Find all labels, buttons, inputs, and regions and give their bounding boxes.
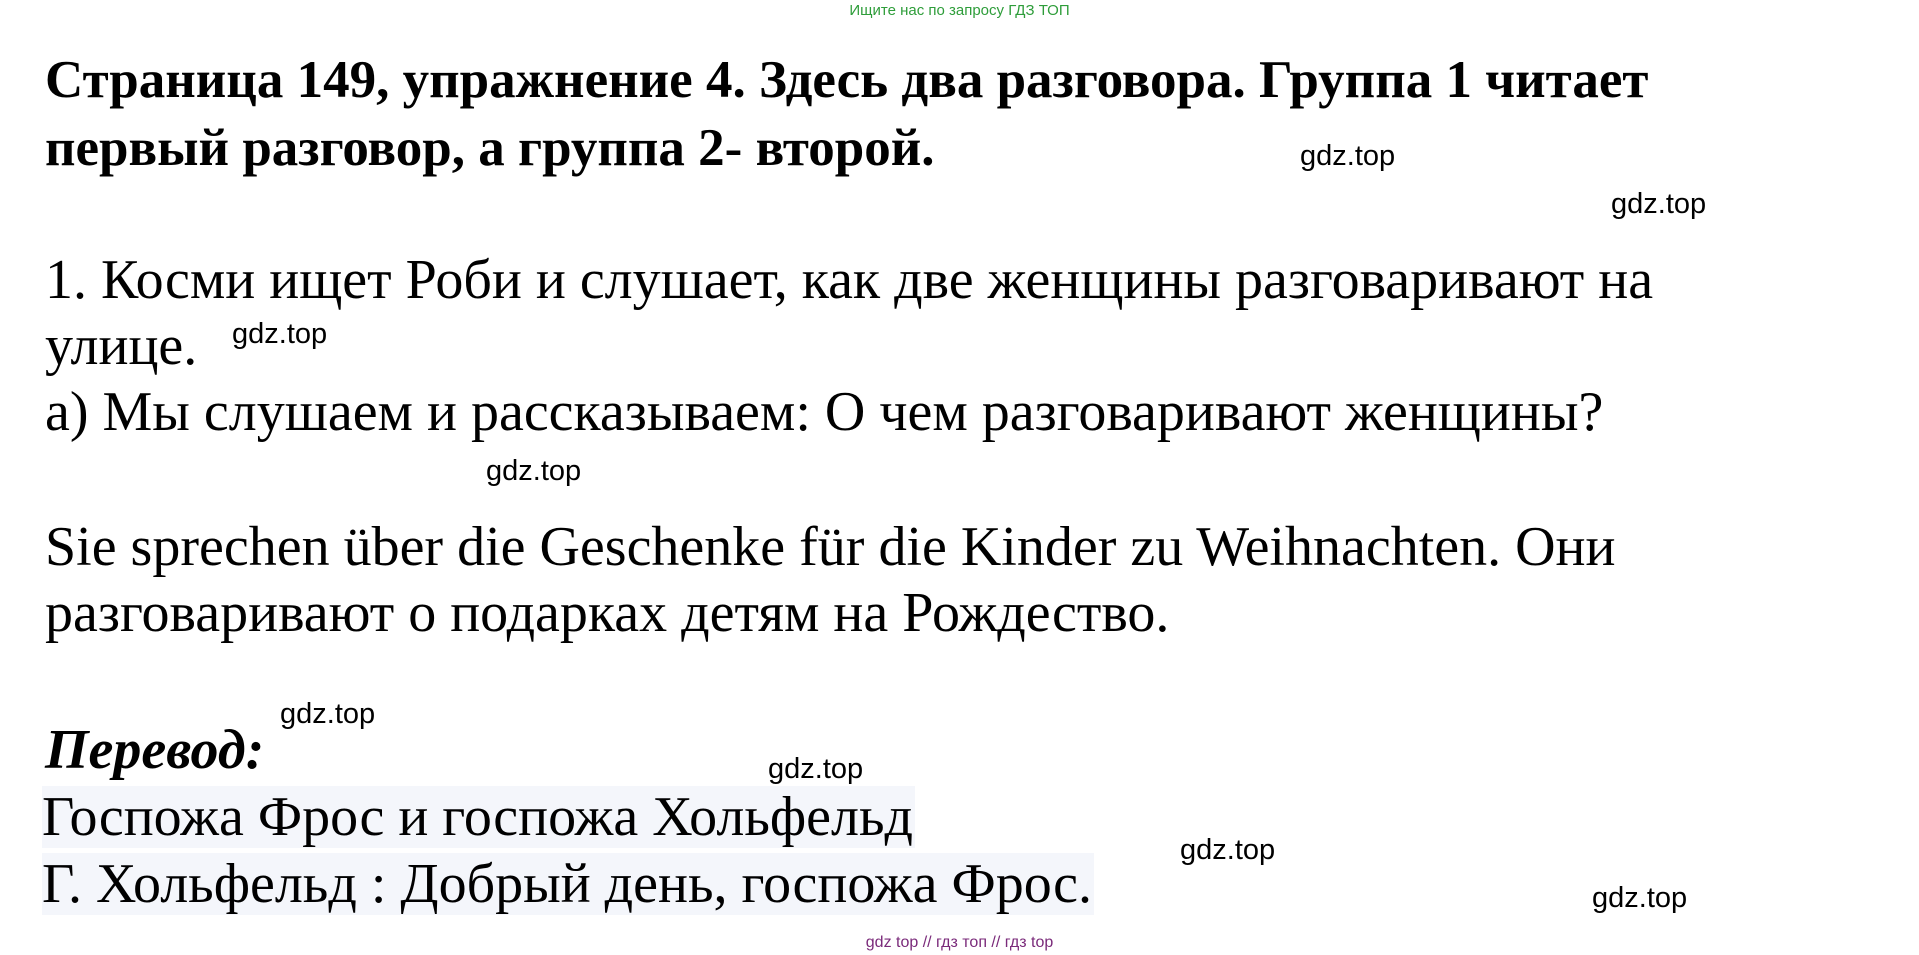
answer-line-1: Sie sprechen über die Geschenke für die Kinder zu Weihnachten. Они — [45, 516, 1616, 578]
search-hint-banner: Ищите нас по запросу ГДЗ ТОП — [849, 2, 1070, 19]
watermark: gdz.top — [280, 698, 376, 730]
watermark: gdz.top — [768, 753, 864, 785]
translation-line-2-text: Г. Хольфельд : Добрый день, госпожа Фрос. — [42, 853, 1092, 915]
task-line-1: 1. Косми ищет Роби и слушает, как две женщины разговаривают на — [45, 249, 1654, 311]
watermark: gdz.top — [232, 318, 328, 350]
watermark: gdz.top — [486, 455, 582, 487]
watermark: gdz.top — [1300, 140, 1396, 172]
task-question: а) Мы слушаем и рассказываем: О чем разговаривают женщины? — [45, 381, 1604, 443]
translation-line-2 — [42, 851, 1094, 917]
watermark: gdz.top — [1180, 834, 1276, 866]
heading-line-2: первый разговор, а группа 2- второй. — [45, 119, 935, 177]
exercise-heading — [45, 46, 1905, 182]
watermark: gdz.top — [1611, 188, 1707, 220]
watermark: gdz.top — [1592, 882, 1688, 914]
translation-label: Перевод: — [45, 719, 265, 781]
heading-line-1: Страница 149, упражнение 4. Здесь два разговора. Группа 1 читает — [45, 51, 1649, 109]
task-line-2: улице. — [45, 315, 198, 377]
answer-line-2: разговаривают о подарках детям на Рождество. — [45, 582, 1170, 644]
footer-watermark: gdz top // гдз топ // гдз top — [865, 934, 1054, 951]
translation-line-1-text: Госпожа Фрос и госпожа Хольфельд — [42, 786, 914, 848]
translation-line-1 — [42, 784, 915, 850]
